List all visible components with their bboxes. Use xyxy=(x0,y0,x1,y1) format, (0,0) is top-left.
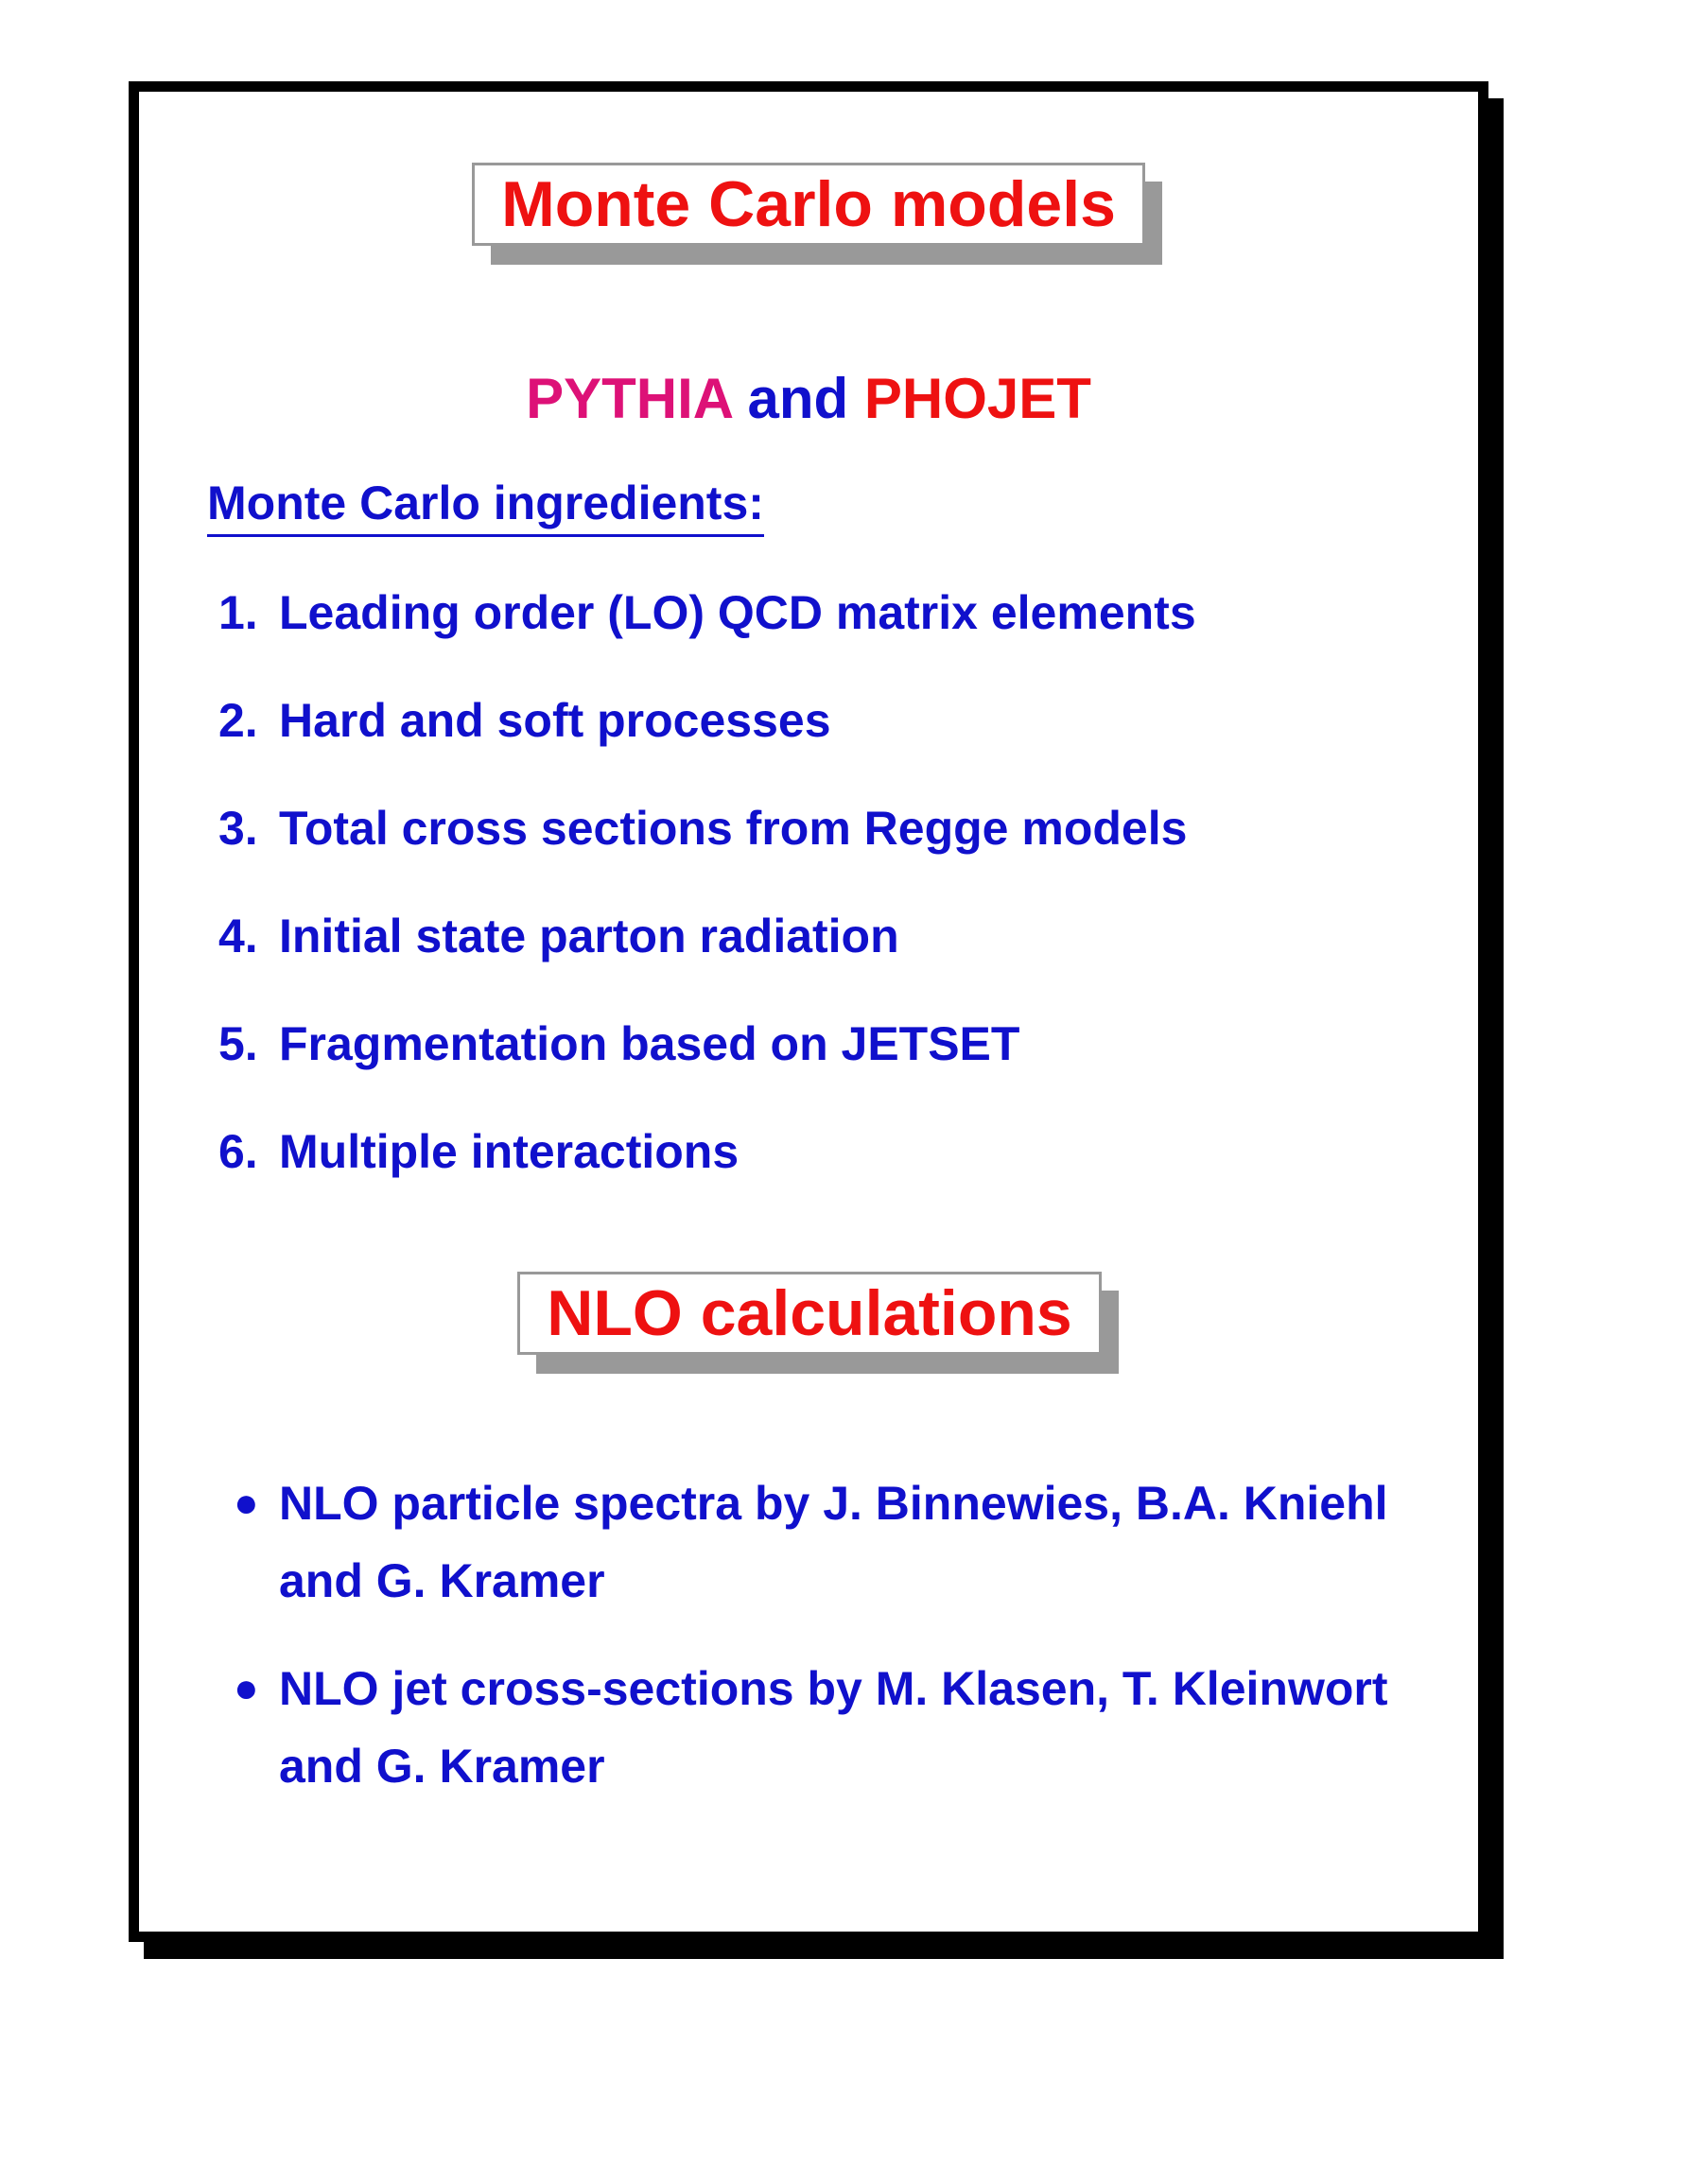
subtitle-pythia-phojet xyxy=(139,366,1478,431)
subtitle-phojet: PHOJET xyxy=(863,367,1091,430)
subtitle-pythia: PYTHIA xyxy=(526,367,732,430)
list-text: Leading order (LO) QCD matrix elements xyxy=(279,586,1196,639)
title-box: Monte Carlo models xyxy=(472,163,1145,246)
list-text: Hard and soft processes xyxy=(279,694,831,747)
list-item xyxy=(218,1016,1019,1071)
list-number: 6. xyxy=(218,1125,258,1178)
slide-frame xyxy=(129,81,1488,1942)
bullet-text: NLO jet cross-sections by M. Klasen, T. Kleinwort and G. Kramer xyxy=(279,1662,1388,1793)
title-nlo-calculations xyxy=(517,1272,1122,1378)
bullet-icon: ● xyxy=(234,1665,259,1711)
list-number: 3. xyxy=(218,802,258,855)
list-text: Total cross sections from Regge models xyxy=(279,802,1188,855)
bullet-item xyxy=(234,1650,1425,1805)
list-number: 1. xyxy=(218,586,258,639)
bullet-icon: ● xyxy=(234,1480,259,1526)
ingredients-heading: Monte Carlo ingredients: xyxy=(207,476,764,537)
list-number: 4. xyxy=(218,910,258,962)
title-box: NLO calculations xyxy=(517,1272,1102,1355)
bullet-item xyxy=(234,1465,1425,1620)
list-item xyxy=(218,585,1196,640)
list-text: Fragmentation based on JETSET xyxy=(279,1017,1020,1070)
title-monte-carlo-models xyxy=(472,163,1162,269)
list-item xyxy=(218,693,831,748)
list-item xyxy=(218,1124,739,1179)
subtitle-and: and xyxy=(747,367,849,430)
list-number: 2. xyxy=(218,694,258,747)
list-number: 5. xyxy=(218,1017,258,1070)
bullet-text: NLO particle spectra by J. Binnewies, B.A. Kniehl and G. Kramer xyxy=(279,1477,1388,1607)
list-text: Initial state parton radiation xyxy=(279,910,899,962)
list-item xyxy=(218,801,1187,856)
list-item xyxy=(218,909,899,963)
list-text: Multiple interactions xyxy=(279,1125,740,1178)
